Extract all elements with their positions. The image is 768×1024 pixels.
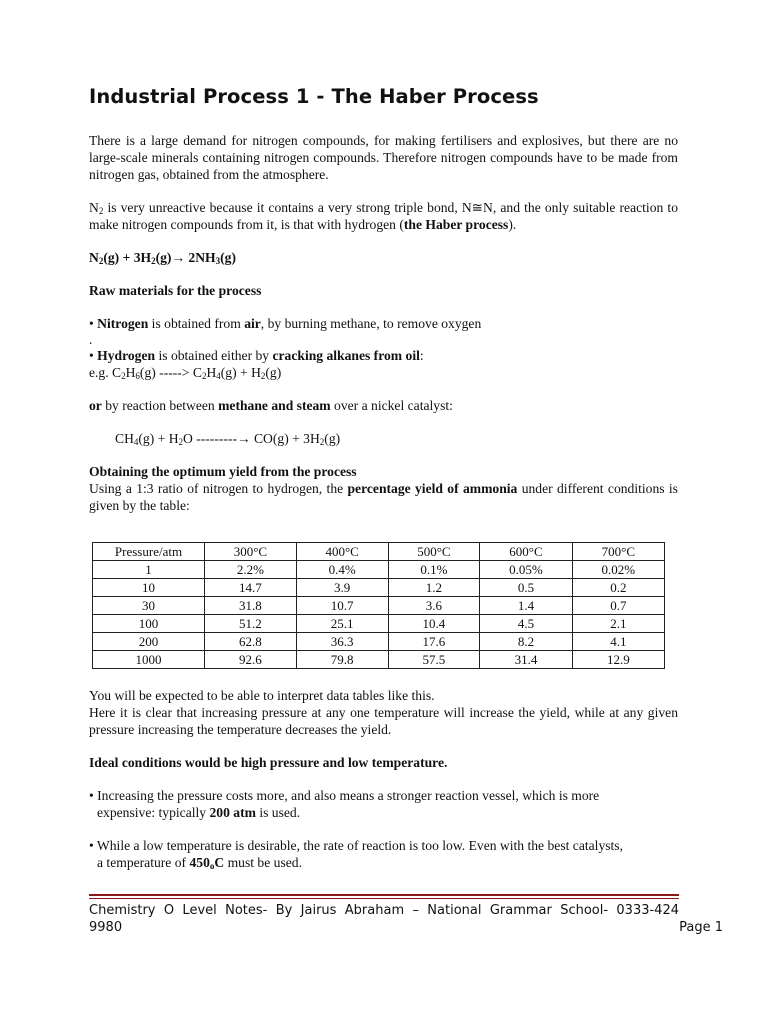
table-cell: 0.2 xyxy=(572,579,664,597)
table-cell: 4.5 xyxy=(480,615,572,633)
table-row xyxy=(93,561,665,579)
table-header: 400°C xyxy=(296,543,388,561)
table-cell: 57.5 xyxy=(388,651,480,669)
footer-rule-thin xyxy=(89,898,679,899)
table-cell: 1.2 xyxy=(388,579,480,597)
table-cell: 2.2% xyxy=(205,561,297,579)
footer-phone-end: 9980 xyxy=(89,920,123,935)
table-cell: 0.02% xyxy=(572,561,664,579)
table-row xyxy=(93,597,665,615)
table-cell: 100 xyxy=(93,615,205,633)
pressure-bullet: • Increasing the pressure costs more, and also means a stronger reaction vessel, which is more expensive: typically 200 atm is used. xyxy=(89,788,600,820)
table-cell: 30 xyxy=(93,597,205,615)
table-cell: 1 xyxy=(93,561,205,579)
hydrogen-bullet: • Hydrogen is obtained either by cracking alkanes from oil: xyxy=(89,348,424,363)
table-cell: 14.7 xyxy=(205,579,297,597)
table-cell: 3.6 xyxy=(388,597,480,615)
table-cell: 0.05% xyxy=(480,561,572,579)
interpret-line-2: Here it is clear that increasing pressure at any one temperature will increase the yield, while at any given pressure increasing the temperature decreases the yield. xyxy=(89,705,678,737)
yield-heading: Obtaining the optimum yield from the process xyxy=(89,464,357,479)
nitrogen-bond-paragraph: $N_2$ is very unreactive because it contains a very strong triple bond, N≅N, and the only suitable reaction to make nitrogen compounds from it, is that with hydrogen (the Haber process). xyxy=(89,200,678,232)
table-row xyxy=(93,651,665,669)
table-cell: 3.9 xyxy=(296,579,388,597)
cracking-equation: e.g. $C_2H_6(g)$ -----> $C_2H_4(g) + H_2(g)$ xyxy=(89,365,282,381)
table-cell: 17.6 xyxy=(388,633,480,651)
table-cell: 4.1 xyxy=(572,633,664,651)
yield-table xyxy=(92,542,665,669)
table-cell: 1000 xyxy=(93,651,205,669)
table-cell: 51.2 xyxy=(205,615,297,633)
table-cell: 36.3 xyxy=(296,633,388,651)
haber-equation: $N_2(g) + 3H_2(g)\to 2NH_3(g)$ xyxy=(89,250,236,266)
table-header: Pressure/atm xyxy=(93,543,205,561)
steam-reforming-line: or by reaction between methane and steam over a nickel catalyst: xyxy=(89,398,453,413)
steam-equation: $CH_4(g) + H_2O$ ---------→ $CO(g) + 3H_2(g)$ xyxy=(115,431,341,447)
table-cell: 92.6 xyxy=(205,651,297,669)
table-header: 700°C xyxy=(572,543,664,561)
table-cell: 2.1 xyxy=(572,615,664,633)
table-cell: 25.1 xyxy=(296,615,388,633)
temperature-bullet: • While a low temperature is desirable, the rate of reaction is too low. Even with the best catalysts, a temperature of $450_oC$ must be used. xyxy=(89,838,623,871)
footer-credit: Chemistry O Level Notes- By Jairus Abraham – National Grammar School- 0333-424 xyxy=(89,903,679,918)
conclusions-section xyxy=(89,687,678,871)
page-footer xyxy=(89,902,723,936)
table-header: 300°C xyxy=(205,543,297,561)
table-row xyxy=(93,579,665,597)
stray-dot: . xyxy=(89,332,93,347)
table-cell: 0.5 xyxy=(480,579,572,597)
raw-materials-heading: Raw materials for the process xyxy=(89,283,262,298)
table-cell: 0.7 xyxy=(572,597,664,615)
page-number: Page 1 xyxy=(679,920,723,935)
intro-paragraph: There is a large demand for nitrogen compounds, for making fertilisers and explosives, but there are no large-scale minerals containing nitrogen compounds. Therefore nitrogen compounds have to be made from nitrogen gas, obtained from the atmosphere. xyxy=(89,133,678,182)
table-header: 500°C xyxy=(388,543,480,561)
table-cell: 10 xyxy=(93,579,205,597)
table-cell: 0.4% xyxy=(296,561,388,579)
yield-intro: Using a 1:3 ratio of nitrogen to hydrogen, the percentage yield of ammonia under different conditions is given by the table: xyxy=(89,481,678,513)
table-cell: 62.8 xyxy=(205,633,297,651)
footer-rule xyxy=(89,894,679,896)
table-cell: 8.2 xyxy=(480,633,572,651)
table-cell: 1.4 xyxy=(480,597,572,615)
table-header-row xyxy=(93,543,665,561)
nitrogen-bullet: • Nitrogen is obtained from air, by burning methane, to remove oxygen xyxy=(89,316,482,331)
table-cell: 200 xyxy=(93,633,205,651)
page-title: Industrial Process 1 - The Haber Process xyxy=(89,85,539,108)
table-header: 600°C xyxy=(480,543,572,561)
table-cell: 79.8 xyxy=(296,651,388,669)
main-content xyxy=(89,85,678,514)
table-cell: 0.1% xyxy=(388,561,480,579)
interpret-line-1: You will be expected to be able to interpret data tables like this. xyxy=(89,688,435,703)
table-cell: 12.9 xyxy=(572,651,664,669)
table-row xyxy=(93,615,665,633)
table-cell: 31.8 xyxy=(205,597,297,615)
table-cell: 10.4 xyxy=(388,615,480,633)
table-row xyxy=(93,633,665,651)
table-cell: 31.4 xyxy=(480,651,572,669)
table-cell: 10.7 xyxy=(296,597,388,615)
ideal-conditions: Ideal conditions would be high pressure and low temperature. xyxy=(89,755,448,770)
